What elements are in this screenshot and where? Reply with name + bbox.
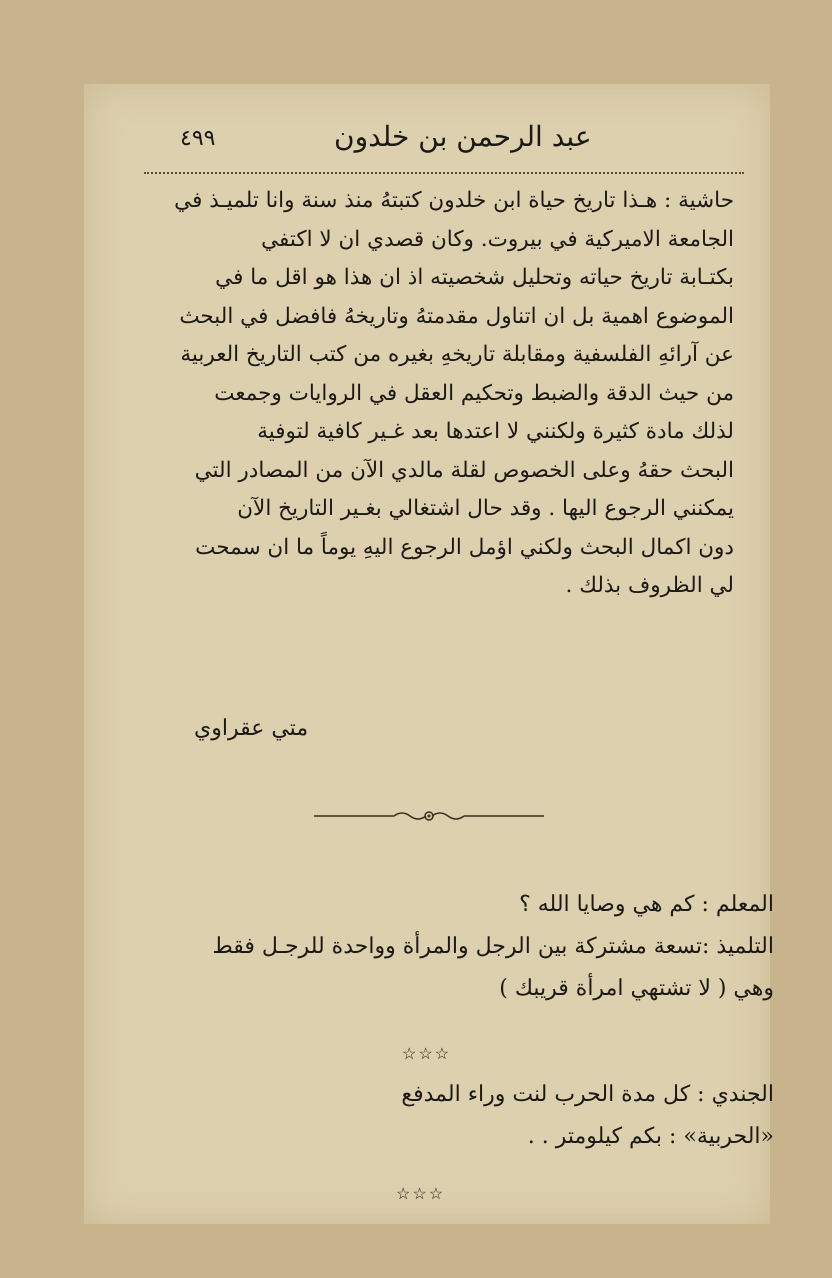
page-number: ٤٩٩ bbox=[180, 126, 216, 151]
joke-line: التلميذ :تسعة مشتركة بين الرجل والمرأة وواحدة للرجـل فقط bbox=[212, 934, 774, 959]
text-line: دون اكمال البحث ولكني اؤمل الرجوع اليهِ يوماً ما ان سمحت bbox=[195, 534, 734, 560]
running-title: عبد الرحمن بن خلدون bbox=[334, 120, 592, 153]
text-line: من حيث الدقة والضبط وتحكيم العقل في الروايات وجمعت bbox=[214, 380, 734, 406]
text-line: يمكنني الرجوع اليها . وقد حال اشتغالي بغـير التاريخ الآن bbox=[237, 496, 734, 521]
page-header bbox=[84, 120, 770, 160]
text-line: حاشية : هـذا تاريخ حياة ابن خلدون كتبتهُ منذ سنة وانا تلميـذ في bbox=[174, 188, 734, 213]
joke-line: المعلم : كم هي وصايا الله ؟ bbox=[519, 892, 774, 917]
header-divider bbox=[144, 172, 744, 174]
joke-line: وهي ( لا تشتهي امرأة قريبك ) bbox=[499, 976, 774, 1001]
star-separator: ☆☆☆ bbox=[402, 1044, 452, 1063]
ornament-divider bbox=[314, 806, 544, 826]
footnote-paragraph bbox=[154, 182, 734, 606]
text-line: بكتـابة تاريخ حياته وتحليل شخصيته اذ ان هذا هو اقل ما في bbox=[215, 265, 734, 290]
author-signature: متي عقراوي bbox=[194, 716, 309, 741]
text-line: لذلك مادة كثيرة ولكنني لا اعتدها بعد غـير كافية لتوفية bbox=[257, 419, 734, 444]
text-line: لي الظروف بذلك . bbox=[565, 573, 734, 598]
text-line: الجامعة الاميركية في بيروت. وكان قصدي ان لا اكتفي bbox=[261, 226, 734, 252]
joke-line: «الحربية» : بكم كيلومتر . . bbox=[527, 1124, 774, 1149]
star-separator: ☆☆☆ bbox=[396, 1184, 446, 1203]
book-page bbox=[84, 84, 774, 1224]
text-line: الموضوع اهمية بل ان اتناول مقدمتهُ وتاريخهُ فافضل في البحث bbox=[179, 303, 734, 329]
text-line: عن آرائهِ الفلسفية ومقابلة تاريخهِ بغيره من كتب التاريخ العربية bbox=[180, 342, 734, 367]
text-line: البحث حقهُ وعلى الخصوص لقلة مالدي الآن من المصادر التي bbox=[194, 457, 734, 483]
joke-line: الجندي : كل مدة الحرب لنت وراء المدفع bbox=[401, 1082, 774, 1107]
